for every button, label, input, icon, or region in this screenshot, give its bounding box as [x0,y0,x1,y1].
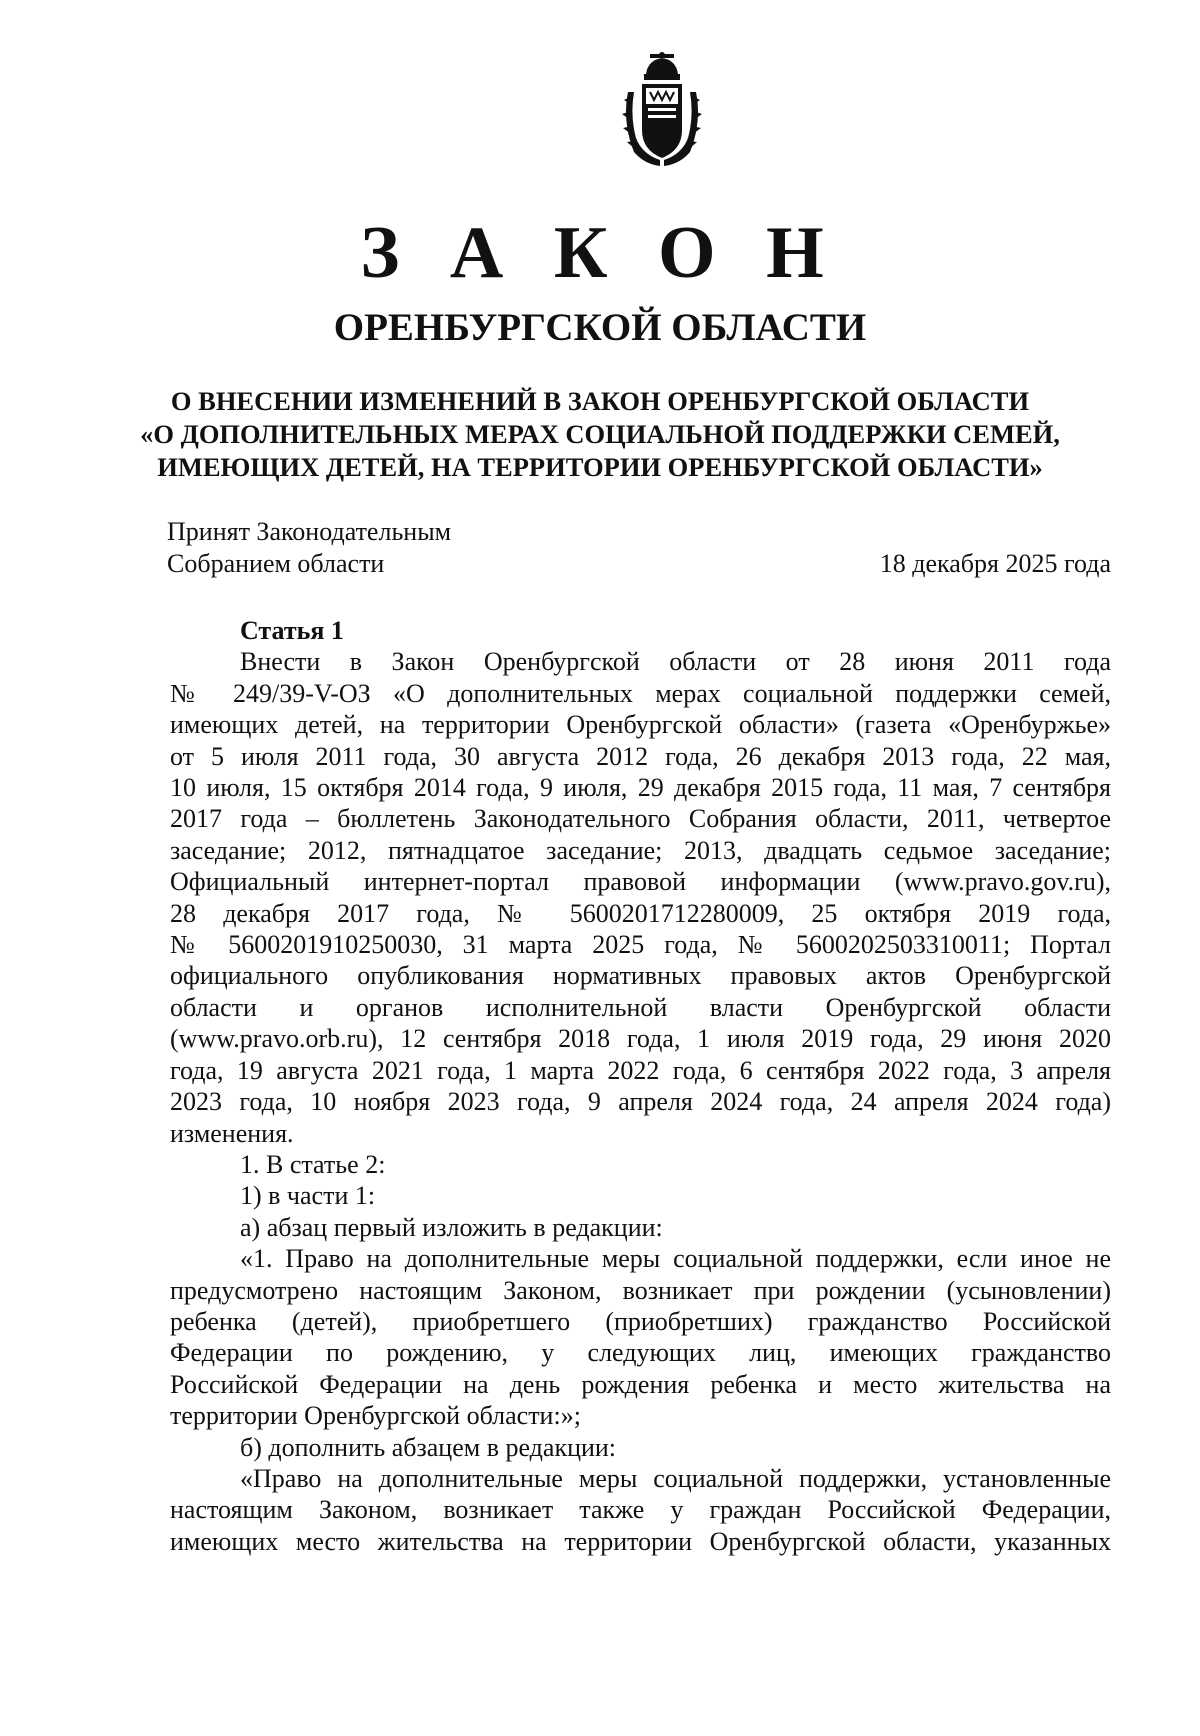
text-line: Российской Федерации на день рождения ребенка и место жительства на [170,1369,1111,1399]
document-title: З А К О Н [360,212,840,294]
text-line: от 5 июля 2011 года, 30 августа 2012 года, 26 декабря 2013 года, 22 мая, [170,741,1111,771]
subitem-b: б) дополнить абзацем в редакции: [240,1432,617,1462]
law-name-line: ИМЕЮЩИХ ДЕТЕЙ, НА ТЕРРИТОРИИ ОРЕНБУРГСКОЙ ОБЛАСТИ» [157,452,1043,482]
text-line: года, 19 августа 2021 года, 1 марта 2022 года, 6 сентября 2022 года, 3 апреля [170,1055,1111,1085]
adoption-block [167,516,1111,580]
text-line: 2023 года, 10 ноября 2023 года, 9 апреля 2024 года, 24 апреля 2024 года) [170,1087,1111,1117]
text-line: «1. Право на дополнительные меры социальной поддержки, если иное не [240,1244,1111,1274]
adoption-date: 18 декабря 2025 года [879,549,1111,578]
text-line: официального опубликования нормативных правовых актов Оренбургской [170,961,1111,991]
quote-paragraph-1 [170,1243,1111,1431]
law-name-line: О ВНЕСЕНИИ ИЗМЕНЕНИЙ В ЗАКОН ОРЕНБУРГСКОЙ ОБЛАСТИ [170,386,1030,416]
article-body [170,615,1111,1557]
adoption-line: Принят Законодательным [167,517,452,546]
quote-paragraph-2 [170,1463,1111,1557]
text-line: Официальный интернет-портал правовой информации (www.pravo.gov.ru), [170,867,1111,897]
item-1: 1. В статье 2: [240,1149,386,1179]
subitem-1: 1) в части 1: [240,1181,376,1211]
coat-of-arms-emblem [620,52,704,170]
text-line: настоящим Законом, возникает также у граждан Российской Федерации, [170,1495,1111,1525]
text-line: заседание; 2012, пятнадцатое заседание; 2013, двадцать седьмое заседание; [170,835,1111,865]
text-line: № 249/39-V-ОЗ «О дополнительных мерах социальной поддержки семей, [170,678,1111,708]
text-line: 10 июля, 15 октября 2014 года, 9 июля, 29 декабря 2015 года, 11 мая, 7 сентября [170,773,1111,803]
adoption-line: Собранием области [167,549,385,578]
text-line: территории Оренбургской области:»; [170,1401,581,1431]
text-line: имеющих место жительства на территории Оренбургской области, указанных [170,1526,1111,1556]
law-name [90,385,1110,484]
text-line: 2017 года – бюллетень Законодательного Собрания области, 2011, четвертое [170,804,1111,834]
text-line: ребенка (детей), приобретшего (приобретших) гражданство Российской [170,1306,1111,1336]
law-name-line: «О ДОПОЛНИТЕЛЬНЫХ МЕРАХ СОЦИАЛЬНОЙ ПОДДЕРЖКИ СЕМЕЙ, [140,419,1060,449]
text-line: имеющих детей, на территории Оренбургской области» (газета «Оренбуржье» [170,710,1111,740]
text-line: 28 декабря 2017 года, № 5600201712280009, 25 октября 2019 года, [170,898,1111,928]
text-line: Федерации по рождению, у следующих лиц, имеющих гражданство [170,1338,1111,1368]
document-region: ОРЕНБУРГСКОЙ ОБЛАСТИ [333,306,867,349]
article-intro-paragraph [170,646,1111,1149]
text-line: № 5600201910250030, 31 марта 2025 года, № 5600202503310011; Портал [170,930,1111,960]
text-line: изменения. [170,1118,294,1148]
text-line: предусмотрено настоящим Законом, возникает при рождении (усыновлении) [170,1275,1111,1305]
subitem-a: а) абзац первый изложить в редакции: [240,1212,663,1242]
text-line: области и органов исполнительной власти Оренбургской области [170,992,1111,1022]
text-line: (www.pravo.orb.ru), 12 сентября 2018 года, 1 июля 2019 года, 29 июня 2020 [170,1024,1111,1054]
text-line: Внести в Закон Оренбургской области от 28 июня 2011 года [240,647,1111,677]
article-heading: Статья 1 [240,616,344,645]
text-line: «Право на дополнительные меры социальной поддержки, установленные [240,1463,1111,1493]
